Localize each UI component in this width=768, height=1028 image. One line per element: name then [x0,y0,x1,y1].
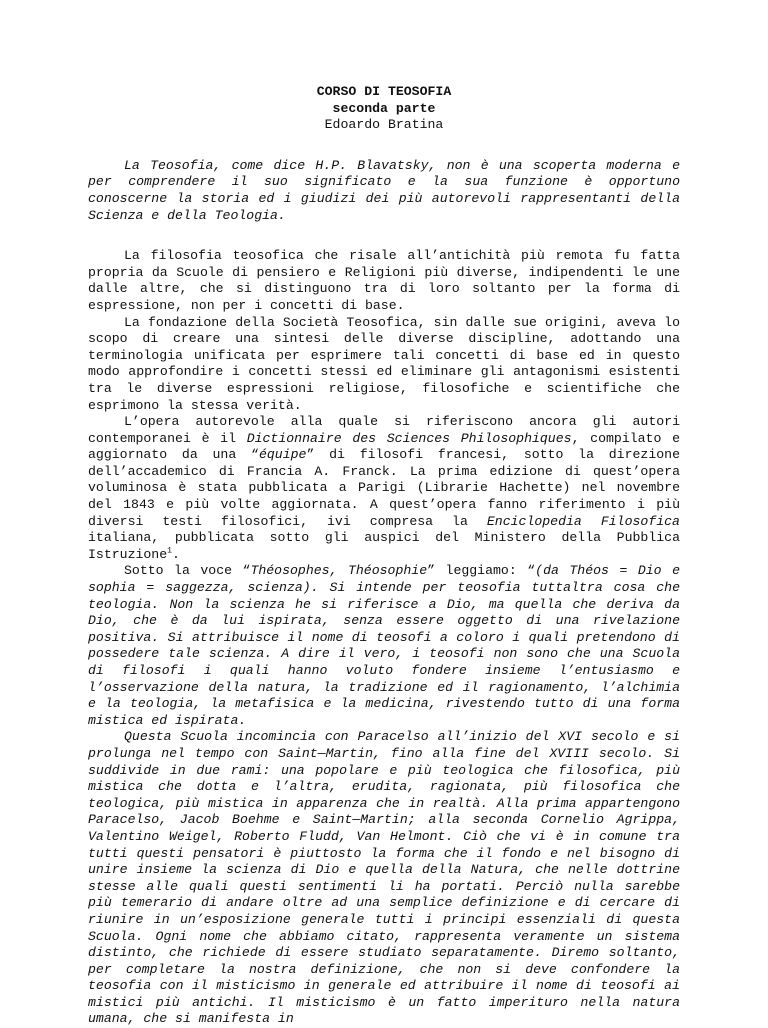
equipe-word: équipe [258,447,307,463]
document-author: Edoardo Bratina [324,117,444,133]
paragraph-2: La fondazione della Società Teosofica, sin dalle sue origini, aveva lo scopo di creare una sintesi delle diverse discipline, adottando una terminologia unificata per esprimere tali concetti di base ed in questo modo approfondire i concetti stessi ed eliminare gli antagonismi esistenti tra le diverse espressioni religiose, filosofiche e scientifiche che esprimono la stessa verità. [88,314,680,413]
enciclopedia-title: Enciclopedia Filosofica [486,513,680,529]
document-title: CORSO DI TEOSOFIA [316,84,452,99]
paragraph-5-text: Questa Scuola incomincia con Paracelso all’inizio del XVI secolo e si prolunga nel tempo con Saint—Martin, fino alla fine del XVIII secolo. Si suddivide in due rami: una popolare e più teologica che filosofica, più mistica che dotta e l’altra, erudita, ragionata, più filosofica che teologica, più mistica in apparenza che in realtà. Alla prima appartengono Paracelso, Jacob Boehme e Saint—Martin; alla seconda Cornelio Agrippa, Valentino Weigel, Roberto Fludd, Van Helmont. Ciò che vi è in comune tra tutti questi pensatori è piuttosto la forma che il fondo e nel bisogno di unire insieme la scienza di Dio e quella della Natura, che nelle dottrine stesse alle quali questi sentimenti li ha portati. Perciò nulla sarebbe più temerario di andare oltre ad una semplice definizione e di cercare di riunire in un’esposizione generale tutti i principi essenziali di questa Scuola. Ogni nome che abbiamo citato, rappresenta veramente un sistema distinto, che richiede di essere studiato separatamente. Diremo soltanto, per completare la nostra definizione, che non si deve confondere la teosofia con il misticismo in generale ed attribuire il nome di teosofi ai mistici più antichi. Il misticismo è un fatto imperituro nella natura umana, che si manifesta in [88,729,680,1027]
paragraph-5 [88,729,680,1028]
p4-text-c: ” leggiamo: “ [427,563,536,579]
document-subtitle: seconda parte [332,100,436,116]
p3-text-g: italiana, pubblicata sotto gli auspici del Ministero della Pubblica Istruzione [88,530,680,562]
intro-paragraph: La Teosofia, come dice H.P. Blavatsky, non è una scoperta moderna e per comprendere il suo significato e la sua funzione è opportuno conoscerne la storia ed i giudizi dei più autorevoli rappresentanti della Scienza e della Teologia. [88,157,680,223]
paragraph-3 [88,414,680,563]
p3-text-a: L’opera autorevole alla quale si riferiscono ancora gli autori contemporanei è il [88,414,680,446]
p4-text-a: Sotto la voce “ [124,563,251,579]
document-page [88,84,680,1028]
definition-quote: (da Théos = Dio e sophia = saggezza, scienza). Si intende per teosofia tuttaltra cosa che teologia. Non la scienza he si riferisce a Dio, ma quella che deriva da Dio, che è da lui ispirata, senza essere oggetto di una rivelazione positiva. Si attribuisce il nome di teosofi a coloro i quali pretendono di possedere tale scienza. A dire il vero, i teosofi non sono che una Scuola di filosofi i quali hanno voluto fondere insieme l’entusiasmo e l’osservazione della natura, la tradizione ed il ragionamento, l’alchimia e la teologia, la metafisica e la medicina, rivestendo tutto di una forma mistica ed ispirata. [88,563,680,728]
paragraph-4 [88,563,680,729]
p3-text-e: ” di filosofi francesi, sotto la direzione dell’accademico di Francia A. Franck. La prima edizione di quest’opera voluminosa è stata pubblicata a Parigi (Librarie Hachette) nel novembre del 1843 e più volte aggiornata. A quest’opera fanno riferimento i più diversi testi filosofici, ivi compresa la [88,447,680,529]
p3-text-c: , compilato e aggiornato da una “ [88,430,680,463]
p3-text-h: . [171,546,180,562]
theosophes-term: Théosophes, Théosophie [250,563,428,579]
paragraph-1: La filosofia teosofica che risale all’antichità più remota fu fatta propria da Scuole di pensiero e Religioni più diverse, indipendenti le une dalle altre, che si distinguono tra di loro soltanto per la forma di espressione, non per i concetti di base. [88,248,680,313]
dictionnaire-title: Dictionnaire des Sciences Philosophiques [246,430,572,446]
footnote-marker: 1 [167,546,172,556]
